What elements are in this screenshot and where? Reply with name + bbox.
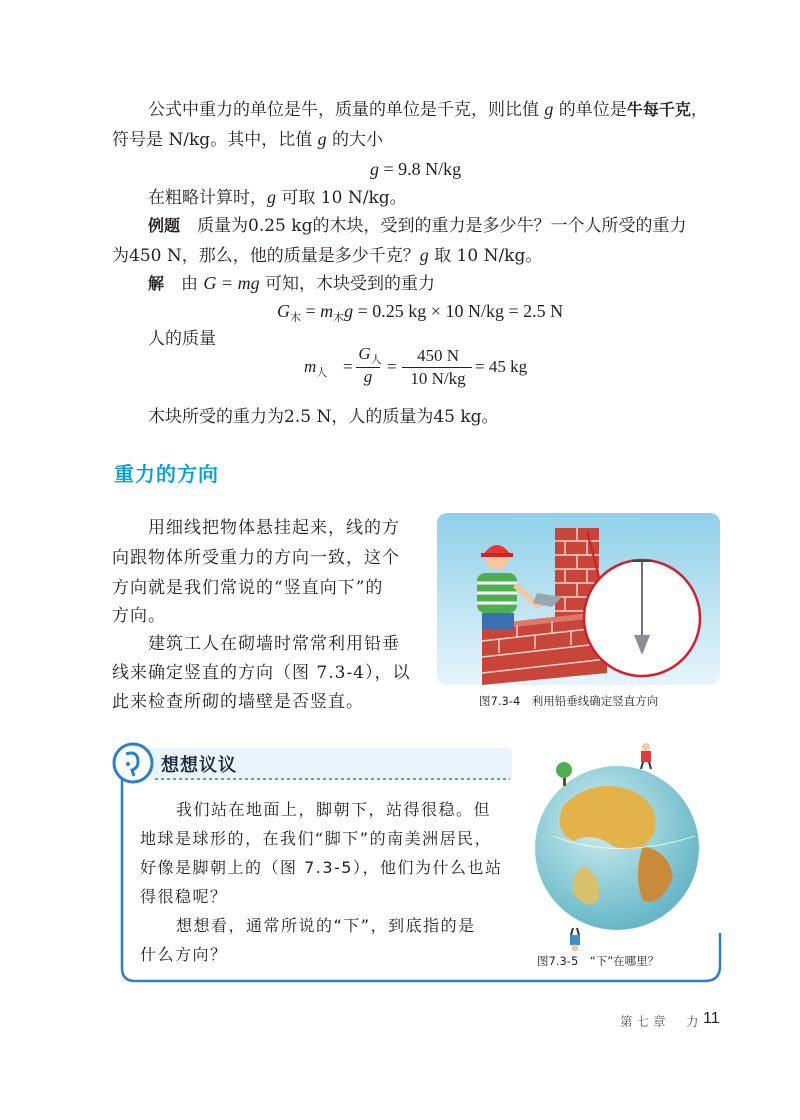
direction-p1-l4: 方向。 (112, 606, 166, 626)
person-top-icon (641, 743, 651, 769)
example-line2: 为450 N，那么，他的质量是多少千克？g 取 10 N/kg。 (112, 245, 543, 266)
example-label: 例题 (148, 216, 181, 235)
example-line1: 例题 质量为0.25 kg的木块，受到的重力是多少牛？一个人所受的重力 (148, 216, 687, 236)
discussion-line5: 想想看，通常所说的“下”，到底指的是 (176, 916, 476, 935)
direction-p2-l3: 此来检查所砌的墙壁是否竖直。 (112, 692, 364, 712)
discussion-line3: 好像是脚朝上的（图 7.3-5），他们为什么也站 (140, 858, 503, 877)
fraction-bar (402, 367, 472, 368)
discussion-line6: 什么方向？ (140, 945, 228, 964)
page-number: 11 (703, 1010, 720, 1027)
paragraph-unit-line2: 符号是 N/kg。其中，比值 g 的大小 (112, 129, 383, 150)
solution-line1: 解 由 G = mg 可知，木块受到的重力 (148, 273, 435, 294)
direction-p2-l2: 线来确定竖直的方向（图 7.3-4），以 (112, 663, 411, 683)
figure-caption-7-3-4: 图7.3-4 利用铅垂线确定竖直方向 (479, 694, 659, 708)
equation-g-value: g = 9.8 N/kg (370, 159, 462, 179)
paragraph-rough-calc: 在粗略计算时，g 可取 10 N/kg。 (148, 187, 407, 208)
direction-p2-l1: 建筑工人在砌墙时常常利用铅垂 (148, 634, 400, 654)
direction-p1-l3: 方向就是我们常说的“竖直向下”的 (112, 578, 384, 598)
discussion-head-icon (112, 742, 154, 784)
direction-p1-l2: 向跟物体所受重力的方向一致，这个 (112, 548, 400, 568)
discussion-line2: 地球是球形的，在我们“脚下”的南美洲居民， (140, 829, 493, 848)
discussion-line1: 我们站在地面上，脚朝下，站得很稳。但 (176, 800, 492, 819)
discussion-line4: 得很稳呢？ (140, 887, 228, 906)
figure-caption-7-3-5: 图7.3-5 “下”在哪里？ (537, 954, 660, 968)
discussion-title: 想想议议 (161, 755, 237, 776)
person-bottom-icon (570, 928, 580, 951)
globe-illustration (533, 736, 701, 951)
solution-conclusion: 木块所受的重力为2.5 N，人的质量为45 kg。 (148, 407, 499, 427)
chapter-footer: 第七章 力 (620, 1014, 703, 1029)
direction-p1-l1: 用细线把物体悬挂起来，线的方 (148, 518, 400, 538)
solution-label: 解 (148, 274, 165, 293)
paragraph-unit-line1: 公式中重力的单位是牛，质量的单位是千克，则比值 g 的单位是牛每千克， (148, 99, 708, 120)
equation-wood-gravity: $G_木 = m_木g = 0.25$ kg × 10 N/kg = 2.5 N (277, 301, 564, 324)
mass-label: 人的质量 (148, 329, 216, 349)
plumb-line-illustration (437, 513, 720, 685)
section-title: 重力的方向 (114, 462, 219, 486)
